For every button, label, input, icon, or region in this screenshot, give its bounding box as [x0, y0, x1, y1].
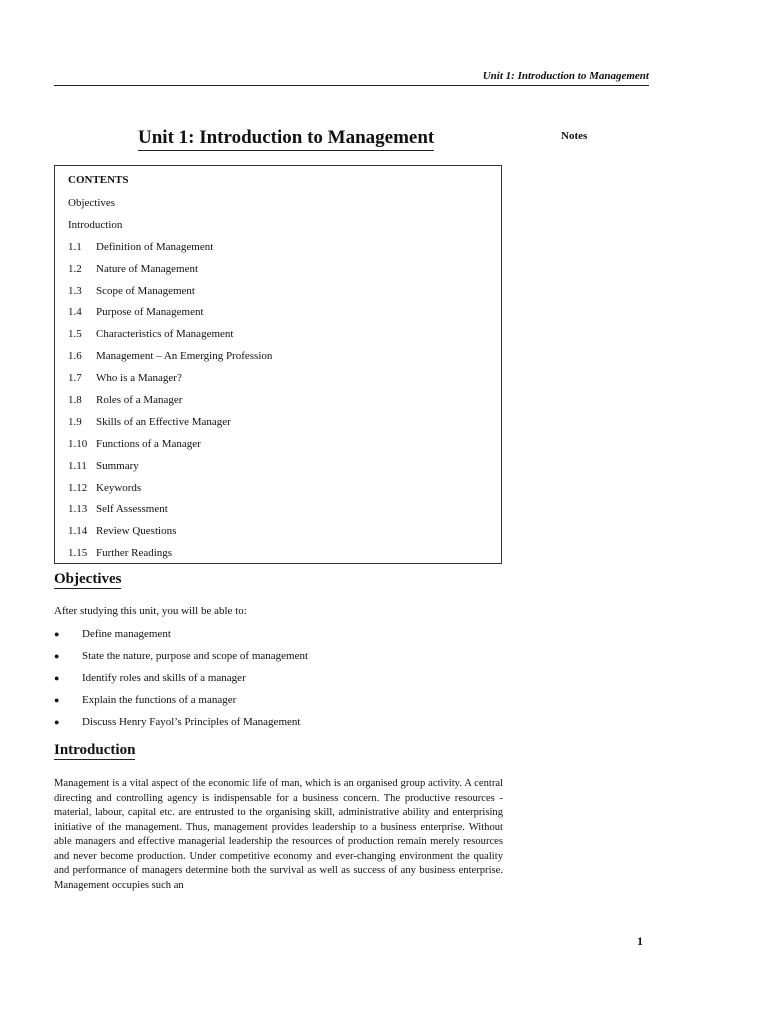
objective-item: [54, 715, 308, 737]
contents-item-number: 1.7: [68, 372, 82, 385]
contents-item-label: Review Questions: [96, 525, 177, 538]
running-header: Unit 1: Introduction to Management: [482, 70, 649, 82]
objective-text: State the nature, purpose and scope of management: [82, 649, 309, 662]
contents-item: [68, 437, 272, 459]
contents-item-label: Keywords: [96, 481, 142, 494]
contents-item-number: 1.4: [68, 306, 82, 319]
objectives-intro: After studying this unit, you will be able to:: [54, 605, 247, 617]
contents-item-label: Roles of a Manager: [96, 394, 183, 407]
contents-list: [68, 196, 272, 568]
objective-item: [54, 649, 308, 671]
bullet-icon: ●: [54, 694, 60, 705]
contents-item-number: 1.14: [68, 525, 88, 538]
contents-item-number: 1.5: [68, 328, 82, 341]
contents-item-number: 1.12: [68, 481, 88, 494]
contents-item-label: Summary: [96, 459, 139, 472]
objective-item: [54, 693, 308, 715]
objectives-heading: Objectives: [54, 571, 122, 587]
contents-item-label: Nature of Management: [96, 262, 199, 275]
contents-item-number: 1.1: [68, 240, 82, 253]
contents-item-label: Self Assessment: [96, 503, 168, 516]
contents-item-label: Introduction: [68, 218, 123, 231]
objective-text: Define management: [82, 628, 171, 640]
contents-item-label: Scope of Management: [96, 284, 195, 297]
objectives-list: [54, 627, 308, 736]
contents-item-number: 1.8: [68, 394, 82, 407]
contents-item: [68, 327, 272, 349]
contents-item-number: 1.11: [68, 459, 87, 472]
contents-item: [68, 459, 272, 481]
introduction-body: Management is a vital aspect of the economic life of man, which is an organised group activity. A central directing and controlling agency is indispensable for a business concern. The productive resources - material, labour, capital etc. are entrusted to the organising skill, administrative ability and enterprising initiative of the management. Thus, management provides leadership to a business enterprise. Without able managers and effective managerial leadership the resources of production remain merely resources and never become production. Under competitive economy and ever-changing environment the quality and performance of managers determine both the survival as well as success of any business enterprise. Management occupies such an: [54, 778, 503, 891]
contents-item-number: 1.3: [68, 284, 82, 297]
contents-item: [68, 524, 272, 546]
contents-box: [54, 165, 502, 564]
contents-item: [68, 415, 272, 437]
contents-item-label: Skills of an Effective Manager: [96, 415, 231, 428]
contents-item-number: 1.10: [68, 437, 88, 450]
contents-item-label: Who is a Manager?: [96, 372, 182, 385]
unit-title: Unit 1: Introduction to Management: [138, 127, 434, 151]
introduction-heading: Introduction: [54, 742, 136, 758]
contents-item-label: Characteristics of Management: [96, 328, 234, 341]
contents-item: [68, 218, 272, 240]
contents-item: [68, 305, 272, 327]
bullet-icon: ●: [54, 672, 60, 683]
contents-item: [68, 240, 272, 262]
contents-item-label: Objectives: [68, 197, 116, 209]
contents-item: [68, 481, 272, 503]
contents-item-number: 1.9: [68, 415, 82, 428]
contents-heading: CONTENTS: [68, 174, 129, 186]
contents-item-label: Functions of a Manager: [96, 437, 201, 450]
contents-item-label: Further Readings: [96, 547, 173, 560]
objective-text: Identify roles and skills of a manager: [82, 671, 246, 684]
contents-item-label: Management – An Emerging Profession: [96, 350, 273, 363]
contents-item: [68, 349, 272, 371]
contents-item-label: Purpose of Management: [96, 306, 204, 319]
contents-item-number: 1.6: [68, 350, 82, 363]
objective-text: Explain the functions of a manager: [82, 693, 237, 706]
contents-item-number: 1.15: [68, 547, 88, 560]
notes-margin-label: Notes: [561, 130, 588, 142]
bullet-icon: ●: [54, 629, 60, 639]
bullet-icon: ●: [54, 716, 60, 727]
objective-item: [54, 671, 308, 693]
page-number: 1: [637, 934, 643, 948]
objective-text: Discuss Henry Fayol’s Principles of Management: [82, 715, 301, 728]
contents-item-label: Definition of Management: [96, 240, 214, 253]
contents-item-number: 1.2: [68, 262, 82, 275]
bullet-icon: ●: [54, 650, 60, 661]
contents-item: [68, 502, 272, 524]
contents-item: [68, 371, 272, 393]
contents-item: [68, 546, 272, 568]
contents-item: [68, 196, 272, 218]
contents-item: [68, 262, 272, 284]
contents-item-number: 1.13: [68, 503, 88, 516]
contents-item: [68, 393, 272, 415]
header-divider: [54, 85, 649, 86]
contents-item: [68, 284, 272, 306]
objective-item: [54, 627, 308, 649]
